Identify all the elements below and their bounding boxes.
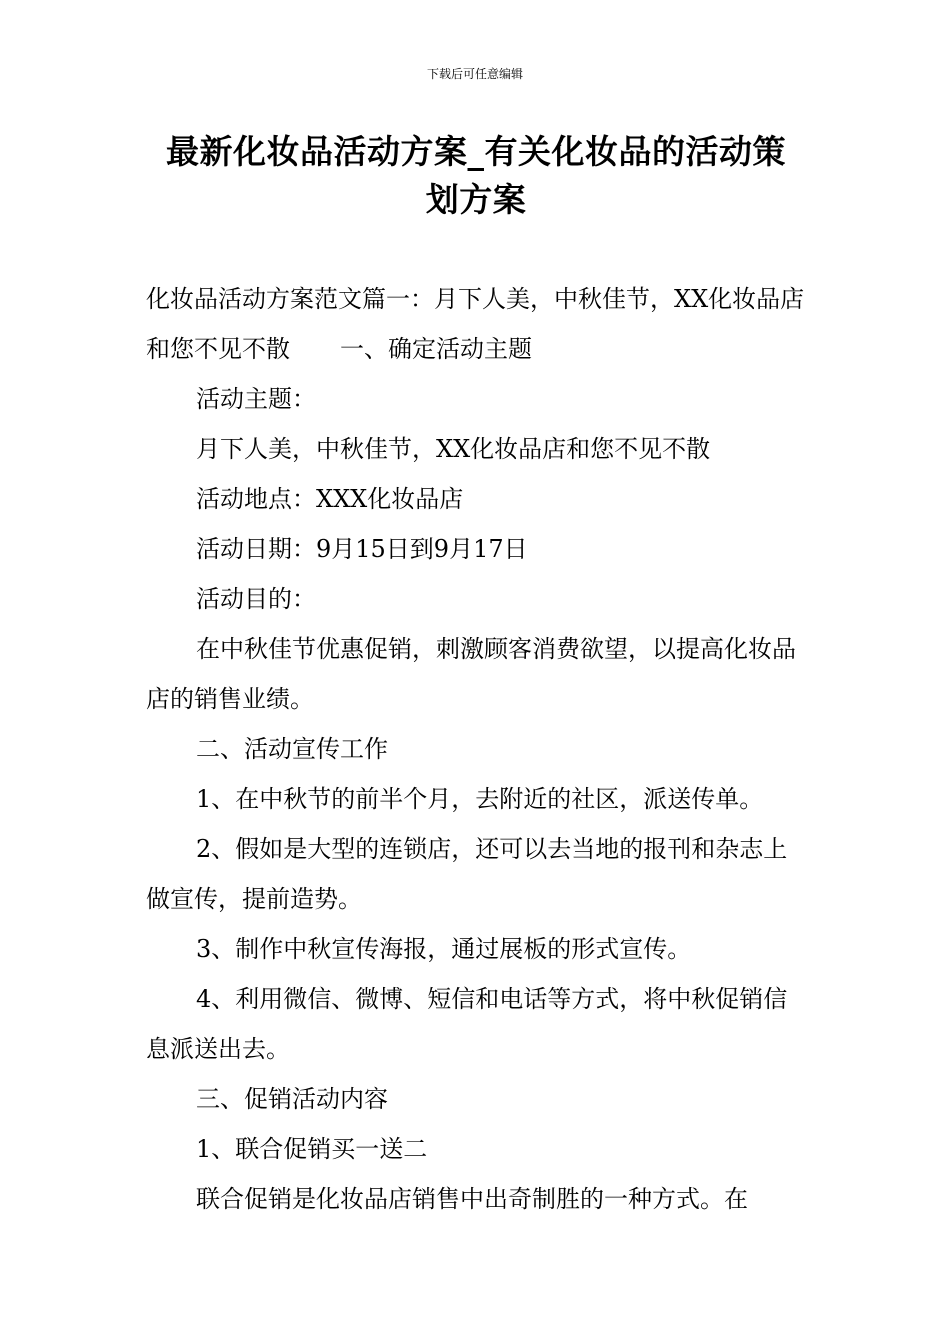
date-line: 活动日期：9月15日到9月17日 bbox=[196, 535, 528, 563]
promo-item-4: 4、利用微信、微博、短信和电话等方式，将中秋促销信息派送出去。 bbox=[146, 985, 788, 1063]
location-line: 活动地点：XXX化妆品店 bbox=[196, 485, 464, 513]
title-line-2: 划方案 bbox=[425, 180, 527, 219]
document-body bbox=[146, 274, 808, 1224]
purpose-label: 活动目的： bbox=[196, 585, 316, 613]
subsection-1-heading: 1、联合促销买一送二 bbox=[196, 1135, 428, 1163]
intro-text: 化妆品活动方案范文篇一：月下人美，中秋佳节，XX化妆品店和您不见不散 bbox=[146, 285, 805, 363]
subsection-1-text: 联合促销是化妆品店销售中出奇制胜的一种方式。在 bbox=[196, 1185, 748, 1213]
title-line-1: 最新化妆品活动方案_有关化妆品的活动策 bbox=[166, 132, 786, 171]
promo-item-2: 2、假如是大型的连锁店，还可以去当地的报刊和杂志上做宣传，提前造势。 bbox=[146, 835, 788, 913]
theme-text: 月下人美，中秋佳节，XX化妆品店和您不见不散 bbox=[196, 435, 711, 463]
promo-item-1: 1、在中秋节的前半个月，去附近的社区，派送传单。 bbox=[196, 785, 764, 813]
page-header-note: 下载后可任意编辑 bbox=[426, 67, 523, 81]
intro-paragraph bbox=[146, 274, 808, 374]
section-3-heading: 三、促销活动内容 bbox=[196, 1085, 388, 1113]
section-2-heading: 二、活动宣传工作 bbox=[196, 735, 388, 763]
theme-label: 活动主题： bbox=[196, 385, 316, 413]
promo-item-3: 3、制作中秋宣传海报，通过展板的形式宣传。 bbox=[196, 935, 692, 963]
document-title bbox=[146, 128, 806, 224]
section-1-heading: 一、确定活动主题 bbox=[340, 335, 532, 363]
purpose-text: 在中秋佳节优惠促销，刺激顾客消费欲望，以提高化妆品店的销售业绩。 bbox=[146, 635, 796, 713]
